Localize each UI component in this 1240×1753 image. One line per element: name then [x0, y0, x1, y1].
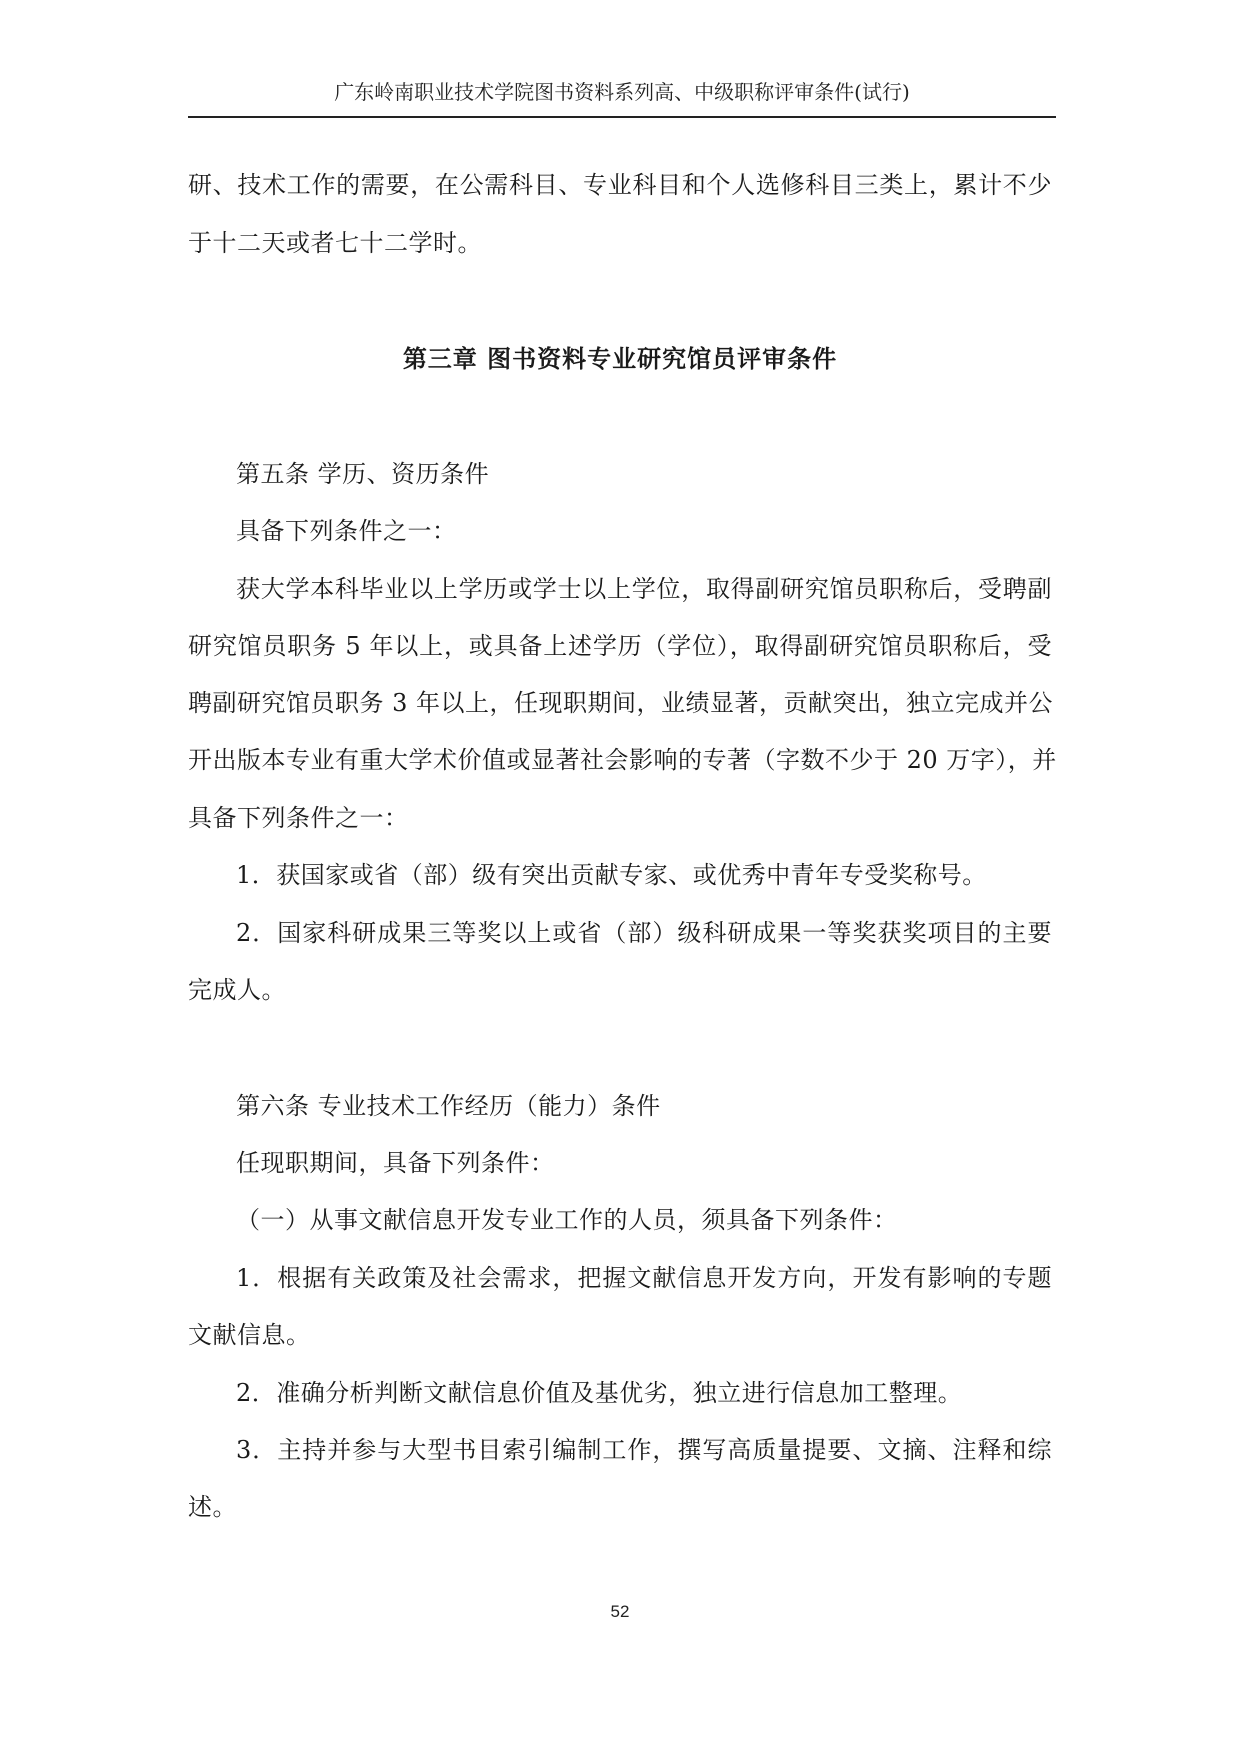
article5-intro: 具备下列条件之一：: [236, 517, 457, 545]
article6-intro: 任现职期间，具备下列条件：: [236, 1149, 555, 1177]
continuation-line-1: 研、技术工作的需要，在公需科目、专业科目和个人选修科目三类上，累计不少: [188, 171, 1052, 199]
article6-item-3-line-2: 述。: [188, 1493, 237, 1521]
article5-heading: 第五条 学历、资历条件: [236, 460, 490, 488]
page-header: 广东岭南职业技术学院图书资料系列高、中级职称评审条件(试行): [188, 78, 1056, 118]
article6-subheading: （一）从事文献信息开发专业工作的人员，须具备下列条件：: [236, 1206, 898, 1234]
article5-item-2-line-1: 2．国家科研成果三等奖以上或省（部）级科研成果一等奖获奖项目的主要: [236, 919, 1052, 947]
article5-paragraph-line-3: 聘副研究馆员职务 3 年以上，任现职期间，业绩显著，贡献突出，独立完成并公: [188, 689, 1054, 717]
article5-item-2-line-2: 完成人。: [188, 976, 286, 1004]
page-number: 52: [610, 1602, 630, 1621]
article6-item-3-line-1: 3．主持并参与大型书目索引编制工作，撰写高质量提要、文摘、注释和综: [236, 1436, 1052, 1464]
continuation-line-2: 于十二天或者七十二学时。: [188, 229, 482, 257]
article6-heading: 第六条 专业技术工作经历（能力）条件: [236, 1092, 661, 1120]
chapter-title: 第三章 图书资料专业研究馆员评审条件: [402, 344, 838, 373]
article5-paragraph-line-2: 研究馆员职务 5 年以上，或具备上述学历（学位），取得副研究馆员职称后，受: [188, 632, 1052, 660]
article5-item-1: 1．获国家或省（部）级有突出贡献专家、或优秀中青年专受奖称号。: [236, 861, 987, 889]
article6-item-2: 2．准确分析判断文献信息价值及基优劣，独立进行信息加工整理。: [236, 1379, 963, 1407]
article6-item-1-line-1: 1．根据有关政策及社会需求，把握文献信息开发方向，开发有影响的专题: [236, 1264, 1052, 1292]
article5-paragraph-line-1: 获大学本科毕业以上学历或学士以上学位，取得副研究馆员职称后，受聘副: [236, 575, 1052, 603]
article5-paragraph-line-5: 具备下列条件之一：: [188, 804, 409, 832]
article6-item-1-line-2: 文献信息。: [188, 1321, 311, 1349]
article5-paragraph-line-4: 开出版本专业有重大学术价值或显著社会影响的专著（字数不少于 20 万字），并: [188, 746, 1057, 774]
